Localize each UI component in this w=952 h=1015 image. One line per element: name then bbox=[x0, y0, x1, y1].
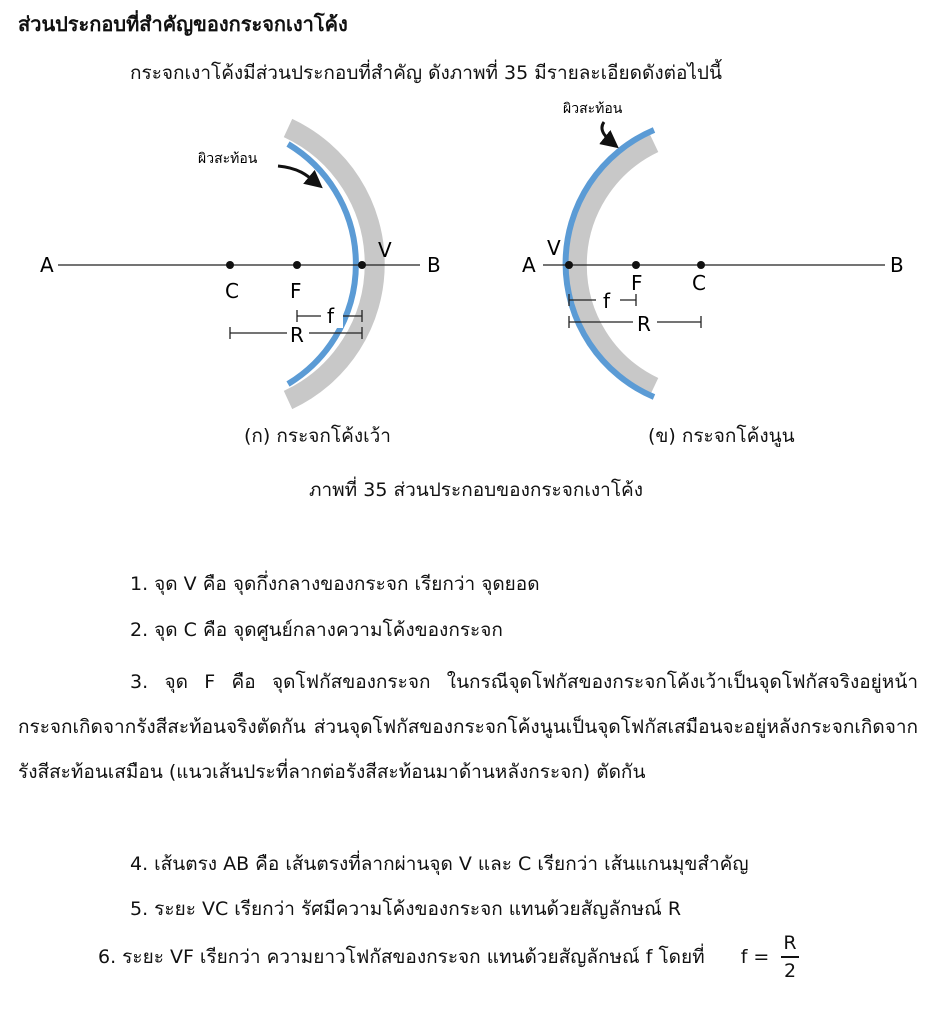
concave-point-v bbox=[358, 261, 366, 269]
list-item-3 bbox=[18, 660, 918, 795]
convex-diagram bbox=[522, 101, 904, 397]
list-item-6-text: 6. ระยะ VF เรียกว่า ความยาวโฟกัสของกระจก แทนด้วยสัญลักษณ์ f โดยที่ bbox=[98, 946, 705, 968]
concave-point-c bbox=[226, 261, 234, 269]
list-item-2: 2. จุด C คือ จุดศูนย์กลางความโค้งของกระจก bbox=[130, 619, 503, 641]
convex-reflective-arrow bbox=[602, 122, 616, 146]
mirror-figure bbox=[0, 0, 952, 470]
concave-label-a: A bbox=[40, 253, 54, 277]
convex-label-a: A bbox=[522, 253, 536, 277]
list-item-5: 5. ระยะ VC เรียกว่า รัศมีความโค้งของกระจก แทนด้วยสัญลักษณ์ R bbox=[130, 898, 682, 920]
concave-label-f: F bbox=[290, 279, 302, 303]
concave-diagram bbox=[40, 128, 441, 400]
convex-label-f-distance: f bbox=[603, 289, 611, 313]
concave-reflective-label: ผิวสะท้อน bbox=[198, 151, 258, 167]
convex-point-f bbox=[632, 261, 640, 269]
intro-text: กระจกเงาโค้งมีส่วนประกอบที่สำคัญ ดังภาพที่ 35 มีรายละเอียดดังต่อไปนี้ bbox=[130, 62, 722, 84]
figure-caption: ภาพที่ 35 ส่วนประกอบของกระจกเงาโค้ง bbox=[308, 479, 644, 501]
convex-point-v bbox=[565, 261, 573, 269]
convex-label-v: V bbox=[547, 236, 561, 260]
convex-label-f: F bbox=[631, 271, 643, 295]
concave-label-v: V bbox=[378, 238, 392, 262]
caption-convex: (ข) กระจกโค้งนูน bbox=[648, 425, 795, 447]
convex-reflective-label: ผิวสะท้อน bbox=[563, 101, 623, 117]
formula-fraction bbox=[781, 932, 798, 982]
convex-label-r: R bbox=[637, 312, 651, 336]
convex-label-c: C bbox=[692, 271, 706, 295]
formula-lhs: f = bbox=[740, 946, 770, 968]
caption-concave: (ก) กระจกโค้งเว้า bbox=[244, 425, 391, 447]
section-heading: ส่วนประกอบที่สำคัญของกระจกเงาโค้ง bbox=[18, 12, 348, 36]
formula-denominator: 2 bbox=[783, 960, 797, 982]
concave-label-f-distance: f bbox=[327, 304, 335, 328]
list-item-1: 1. จุด V คือ จุดกึ่งกลางของกระจก เรียกว่า จุดยอด bbox=[130, 573, 540, 595]
list-item-4: 4. เส้นตรง AB คือ เส้นตรงที่ลากผ่านจุด V และ C เรียกว่า เส้นแกนมุขสำคัญ bbox=[130, 853, 749, 875]
concave-reflective-arrow bbox=[278, 166, 320, 186]
convex-point-c bbox=[697, 261, 705, 269]
concave-label-b: B bbox=[427, 253, 441, 277]
list-item-6 bbox=[98, 932, 799, 982]
formula-numerator: R bbox=[781, 932, 798, 958]
concave-label-r: R bbox=[290, 323, 304, 347]
convex-label-b: B bbox=[890, 253, 904, 277]
list-item-3-text: 3. จุด F คือ จุดโฟกัสของกระจก ในกรณีจุดโฟกัสของกระจกโค้งเว้าเป็นจุดโฟกัสจริงอยู่หน้ากระจกเกิดจากรังสีสะท้อนจริงตัดกัน ส่วนจุดโฟกัสของกระจกโค้งนูนเป็นจุดโฟกัสเสมือนจะอยู่หลังกระจกเกิดจากรังสีสะท้อนเสมือน (แนวเส้นประที่ลากต่อรังสีสะท้อนมาด้านหลังกระจก) ตัดกัน bbox=[18, 671, 918, 783]
concave-point-f bbox=[293, 261, 301, 269]
concave-label-c: C bbox=[225, 279, 239, 303]
